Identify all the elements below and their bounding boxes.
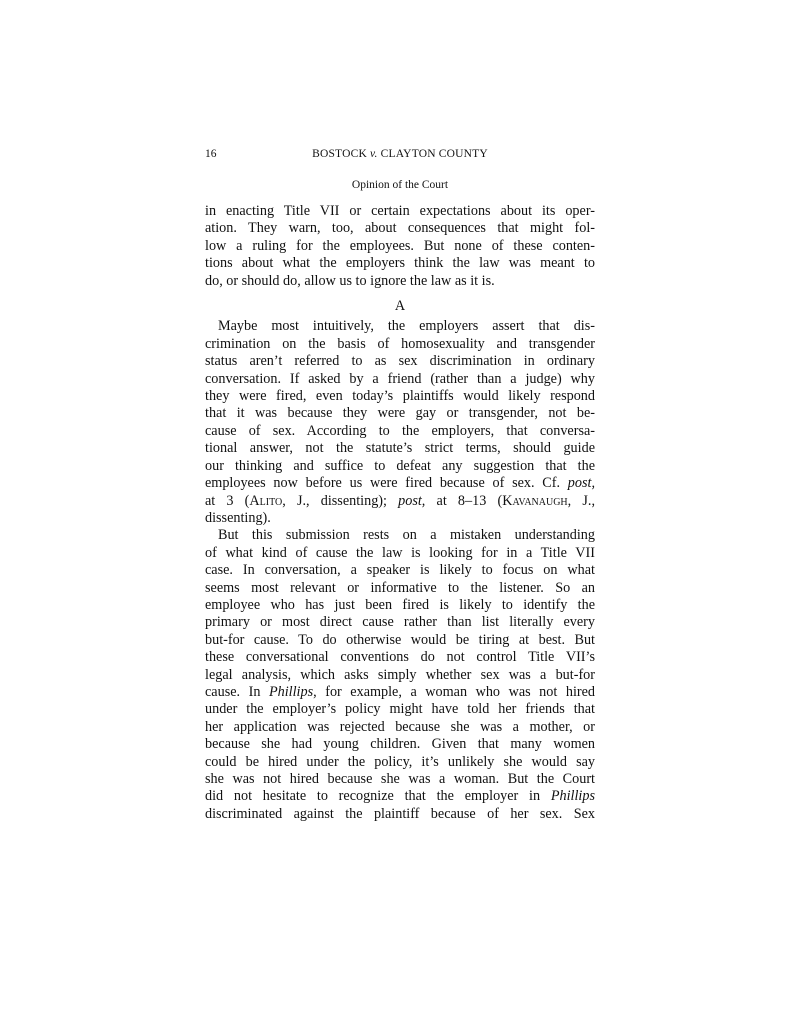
text-line: but-for cause. To do otherwise would be tiring at best. But <box>205 631 595 648</box>
text-line: did not hesitate to recognize that the employer in Phillips <box>205 788 595 805</box>
text-line: that it was because they were gay or transgender, not be- <box>205 405 595 422</box>
running-header <box>205 148 595 168</box>
paragraph-3 <box>205 527 595 823</box>
text-line: low a ruling for the employees. But none of these conten- <box>205 237 595 254</box>
text-line: tional answer, not the statute’s strict terms, should guide <box>205 440 595 457</box>
text-line: dissenting). <box>205 509 271 526</box>
text-line: under the employer’s policy might have told her friends that <box>205 701 595 718</box>
section-heading: A <box>394 298 406 315</box>
page-number: 16 <box>205 148 217 160</box>
text-line: legal analysis, which asks simply whether sex was a but-for <box>205 666 595 683</box>
text-line: employees now before us were fired because of sex. Cf. post, <box>205 475 595 492</box>
text-line: ation. They warn, too, about consequences that might fol- <box>205 220 595 237</box>
text-line: could be hired under the policy, it’s unlikely she would say <box>205 753 595 770</box>
text-line: in enacting Title VII or certain expectations about its oper- <box>205 203 595 219</box>
text-line: tions about what the employers think the law was meant to <box>205 255 595 272</box>
text-line: do, or should do, allow us to ignore the law as it is. <box>205 272 495 289</box>
text-line: discriminated against the plaintiff because of her sex. Sex <box>205 805 595 822</box>
text-line: case. In conversation, a speaker is likely to focus on what <box>205 562 595 579</box>
text-line: crimination on the basis of homosexuality and transgender <box>205 335 595 352</box>
text-line: conversation. If asked by a friend (rather than a judge) why <box>205 370 595 387</box>
text-line: she was not hired because she was a woman. But the Court <box>205 771 595 787</box>
case-title: BOSTOCK v. CLAYTON COUNTY <box>312 148 488 160</box>
text-line: at 3 (Alito, J., dissenting); post, at 8–13 (Kavanaugh, J., <box>205 492 595 509</box>
text-line: seems most relevant or informative to the listener. So an <box>205 579 595 596</box>
text-line: because she had young children. Given that many women <box>205 736 595 753</box>
text-line: employee who has just been fired is likely to identify the <box>205 596 595 613</box>
text-line: Maybe most intuitively, the employers assert that dis- <box>218 318 595 335</box>
opinion-label: Opinion of the Court <box>351 179 449 191</box>
paragraph-2 <box>205 318 595 527</box>
text-line: of what kind of cause the law is looking for in a Title VII <box>205 544 595 561</box>
text-line: these conversational conventions do not control Title VII’s <box>205 649 595 666</box>
text-line: they were fired, even today’s plaintiffs would likely respond <box>205 388 595 405</box>
text-line: our thinking and suffice to defeat any suggestion that the <box>205 457 595 474</box>
opinion-body <box>205 203 595 823</box>
text-line: her application was rejected because she was a mother, or <box>205 718 595 735</box>
text-line: status aren’t referred to as sex discrimination in ordinary <box>205 353 595 370</box>
text-line: But this submission rests on a mistaken understanding <box>218 527 595 544</box>
text-line: cause of sex. According to the employers, that conversa- <box>205 422 595 439</box>
paragraph-1 <box>205 203 595 290</box>
text-line: primary or most direct cause rather than list literally every <box>205 614 595 631</box>
text-line: cause. In Phillips, for example, a woman who was not hired <box>205 683 595 700</box>
